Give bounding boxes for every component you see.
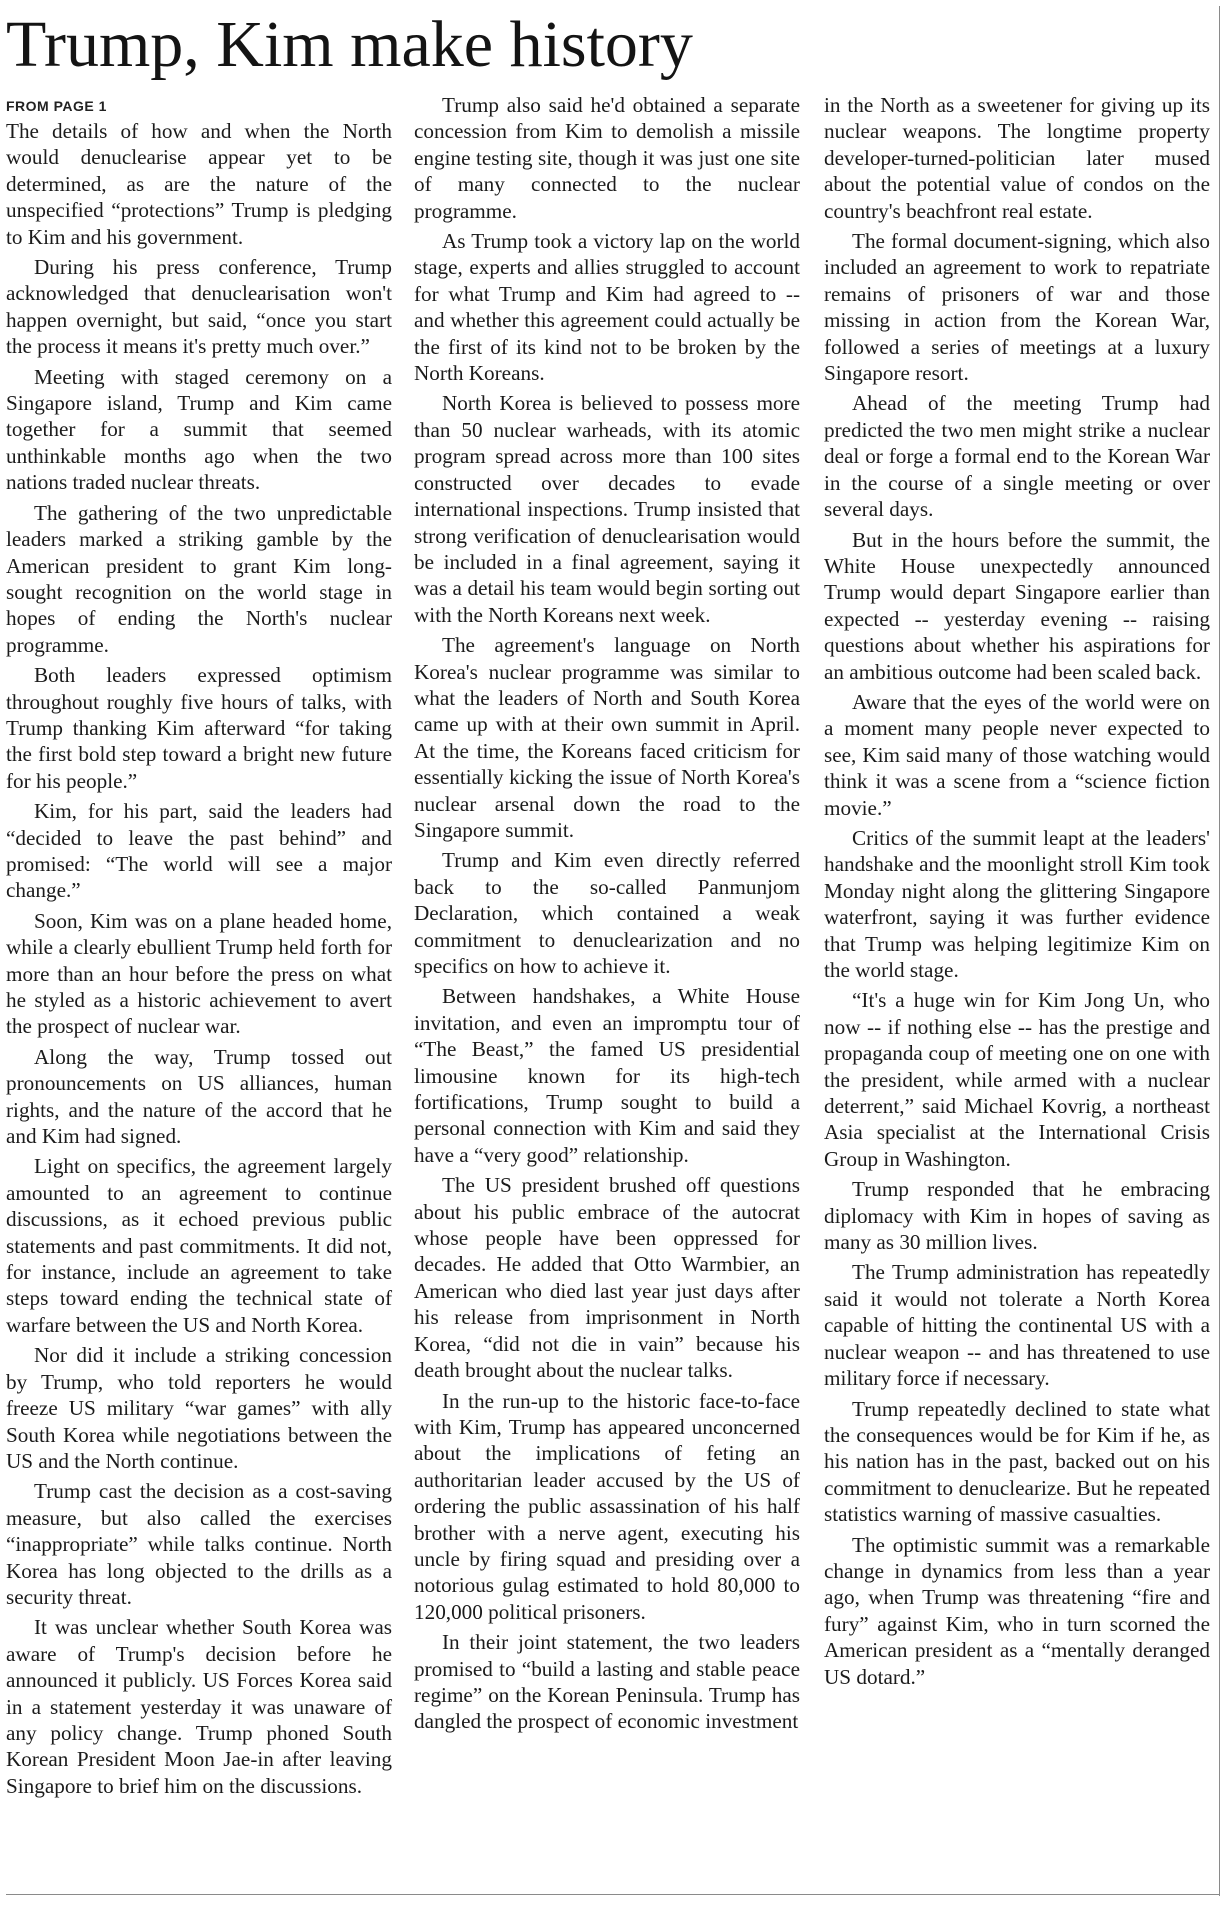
paragraph: Trump repeatedly declined to state what the consequences would be for Kim if he, as his nation has in the past, backed out on his commitment to denuclearize. But he repeated statistics warning of massive casualties. [824, 1396, 1210, 1527]
paragraph: The gathering of the two unpredictable leaders marked a striking gamble by the American president to grant Kim long-sought recognition on the world stage in hopes of ending the North's nuclear programme. [6, 500, 392, 657]
paragraph: It was unclear whether South Korea was aware of Trump's decision before he announced it publicly. US Forces Korea said in a statement yesterday it was unaware of any policy change. Trump phoned South Korean President Moon Jae-in after leaving Singapore to brief him on the discussions. [6, 1615, 392, 1798]
kicker-from-page: FROM PAGE 1 [6, 98, 107, 114]
paragraph: Ahead of the meeting Trump had predicted the two men might strike a nuclear deal or forge a formal end to the Korean War in the course of a single meeting or over several days. [824, 391, 1210, 522]
paragraph: Light on specifics, the agreement largely amounted to an agreement to continue discussions, as it echoed previous public statements and past commitments. It did not, for instance, include an agreement to take steps toward ending the technical state of warfare between the US and North Korea. [6, 1154, 392, 1337]
paragraph: Trump cast the decision as a cost-saving measure, but also called the exercises “inappropriate” while talks continue. North Korea has long objected to the drills as a security threat. [6, 1479, 392, 1609]
paragraph: In the run-up to the historic face-to-face with Kim, Trump has appeared unconcerned about the implications of feting an authoritarian leader accused by the US of ordering the public assassination of his half brother with a nerve agent, executing his uncle by firing squad and presiding over a notorious gulag estimated to hold 80,000 to 120,000 political prisoners. [414, 1388, 800, 1624]
paragraph: As Trump took a victory lap on the world stage, experts and allies struggled to account for what Trump and Kim had agreed to -- and whether this agreement could actually be the first of its kind not to be broken by the North Koreans. [414, 229, 800, 386]
bottom-rule [6, 1894, 1220, 1895]
paragraph: Aware that the eyes of the world were on a moment many people never expected to see, Kim said many of those watching would think it was a scene from a “science fiction movie.” [824, 689, 1210, 820]
article-column-1 [6, 92, 392, 1803]
paragraph: The agreement's language on North Korea's nuclear programme was similar to what the leaders of North and South Korea came up with at their own summit in April. At the time, the Koreans faced criticism for essentially kicking the issue of North Korea's nuclear arsenal down the road to the Singapore summit. [414, 633, 800, 842]
right-column-rule [1219, 6, 1220, 1896]
paragraph: The Trump administration has repeatedly said it would not tolerate a North Korea capable of hitting the continental US with a nuclear weapon -- and has threatened to use military force if necessary. [824, 1260, 1210, 1391]
paragraph: The formal document-signing, which also included an agreement to work to repatriate remains of prisoners of war and those missing in action from the Korean War, followed a series of meetings at a luxury Singapore resort. [824, 229, 1210, 386]
paragraph: During his press conference, Trump acknowledged that denuclearisation won't happen overnight, but said, “once you start the process it means it's pretty much over.” [6, 255, 392, 359]
article-column-3 [824, 92, 1210, 1694]
paragraph: Trump and Kim even directly referred back to the so-called Panmunjom Declaration, which contained a weak commitment to denuclearization and no specifics on how to achieve it. [414, 848, 800, 978]
paragraph: Critics of the summit leapt at the leaders' handshake and the moonlight stroll Kim took Monday night along the glittering Singapore waterfront, saying it was further evidence that Trump was helping legitimize Kim on the world stage. [824, 825, 1210, 982]
paragraph: Between handshakes, a White House invitation, and even an impromptu tour of “The Beast,” the famed US presidential limousine known for its high-tech fortifications, Trump sought to build a personal connection with Kim and said they have a “very good” relationship. [414, 984, 800, 1167]
paragraph: The details of how and when the North would denuclearise appear yet to be determined, as are the nature of the unspecified “protections” Trump is pledging to Kim and his government. [6, 119, 392, 249]
paragraph: Trump also said he'd obtained a separate concession from Kim to demolish a missile engine testing site, though it was just one site of many connected to the nuclear programme. [414, 93, 800, 223]
paragraph: Meeting with staged ceremony on a Singapore island, Trump and Kim came together for a summit that seemed unthinkable months ago when the two nations traded nuclear threats. [6, 364, 392, 495]
paragraph: Trump responded that he embracing diplomacy with Kim in hopes of saving as many as 30 million lives. [824, 1177, 1210, 1255]
paragraph: Kim, for his part, said the leaders had “decided to leave the past behind” and promised: “The world will see a major change.” [6, 799, 392, 903]
paragraph: Both leaders expressed optimism throughout roughly five hours of talks, with Trump thanking Kim afterward “for taking the first bold step toward a bright new future for his people.” [6, 663, 392, 793]
paragraph: in the North as a sweetener for giving up its nuclear weapons. The longtime property developer-turned-politician later mused about the potential value of condos on the country's beachfront real estate. [824, 93, 1210, 223]
paragraph: The optimistic summit was a remarkable change in dynamics from less than a year ago, when Trump was threatening “fire and fury” against Kim, who in turn scorned the American president as a “mentally deranged US dotard.” [824, 1532, 1210, 1689]
paragraph: But in the hours before the summit, the White House unexpectedly announced Trump would depart Singapore earlier than expected -- yesterday evening -- raising questions about whether his aspirations for an ambitious outcome had been scaled back. [824, 527, 1210, 684]
paragraph: North Korea is believed to possess more than 50 nuclear warheads, with its atomic program spread across more than 100 sites constructed over decades to evade international inspections. Trump insisted that strong verification of denuclearisation would be included in a final agreement, saying it was a detail his team would begin sorting out with the North Koreans next week. [414, 391, 800, 627]
article-column-2 [414, 92, 800, 1739]
paragraph: Along the way, Trump tossed out pronouncements on US alliances, human rights, and the nature of the accord that he and Kim had signed. [6, 1044, 392, 1149]
headline: Trump, Kim make history [6, 8, 693, 81]
paragraph: “It's a huge win for Kim Jong Un, who now -- if nothing else -- has the prestige and propaganda coup of meeting one on one with the president, while armed with a nuclear deterrent,” said Michael Kovrig, a northeast Asia specialist at the International Crisis Group in Washington. [824, 988, 1210, 1171]
paragraph: Nor did it include a striking concession by Trump, who told reporters he would freeze US military “war games” with ally South Korea while negotiations between the US and the North continue. [6, 1343, 392, 1473]
paragraph: The US president brushed off questions about his public embrace of the autocrat whose people have been oppressed for decades. He added that Otto Warmbier, an American who died last year just days after his release from imprisonment in North Korea, “did not die in vain” because his death brought about the nuclear talks. [414, 1173, 800, 1383]
paragraph: Soon, Kim was on a plane headed home, while a clearly ebullient Trump held forth for more than an hour before the press on what he styled as a historic achievement to avert the prospect of nuclear war. [6, 908, 392, 1039]
paragraph: In their joint statement, the two leaders promised to “build a lasting and stable peace regime” on the Korean Peninsula. Trump has dangled the prospect of economic investment [414, 1630, 800, 1734]
